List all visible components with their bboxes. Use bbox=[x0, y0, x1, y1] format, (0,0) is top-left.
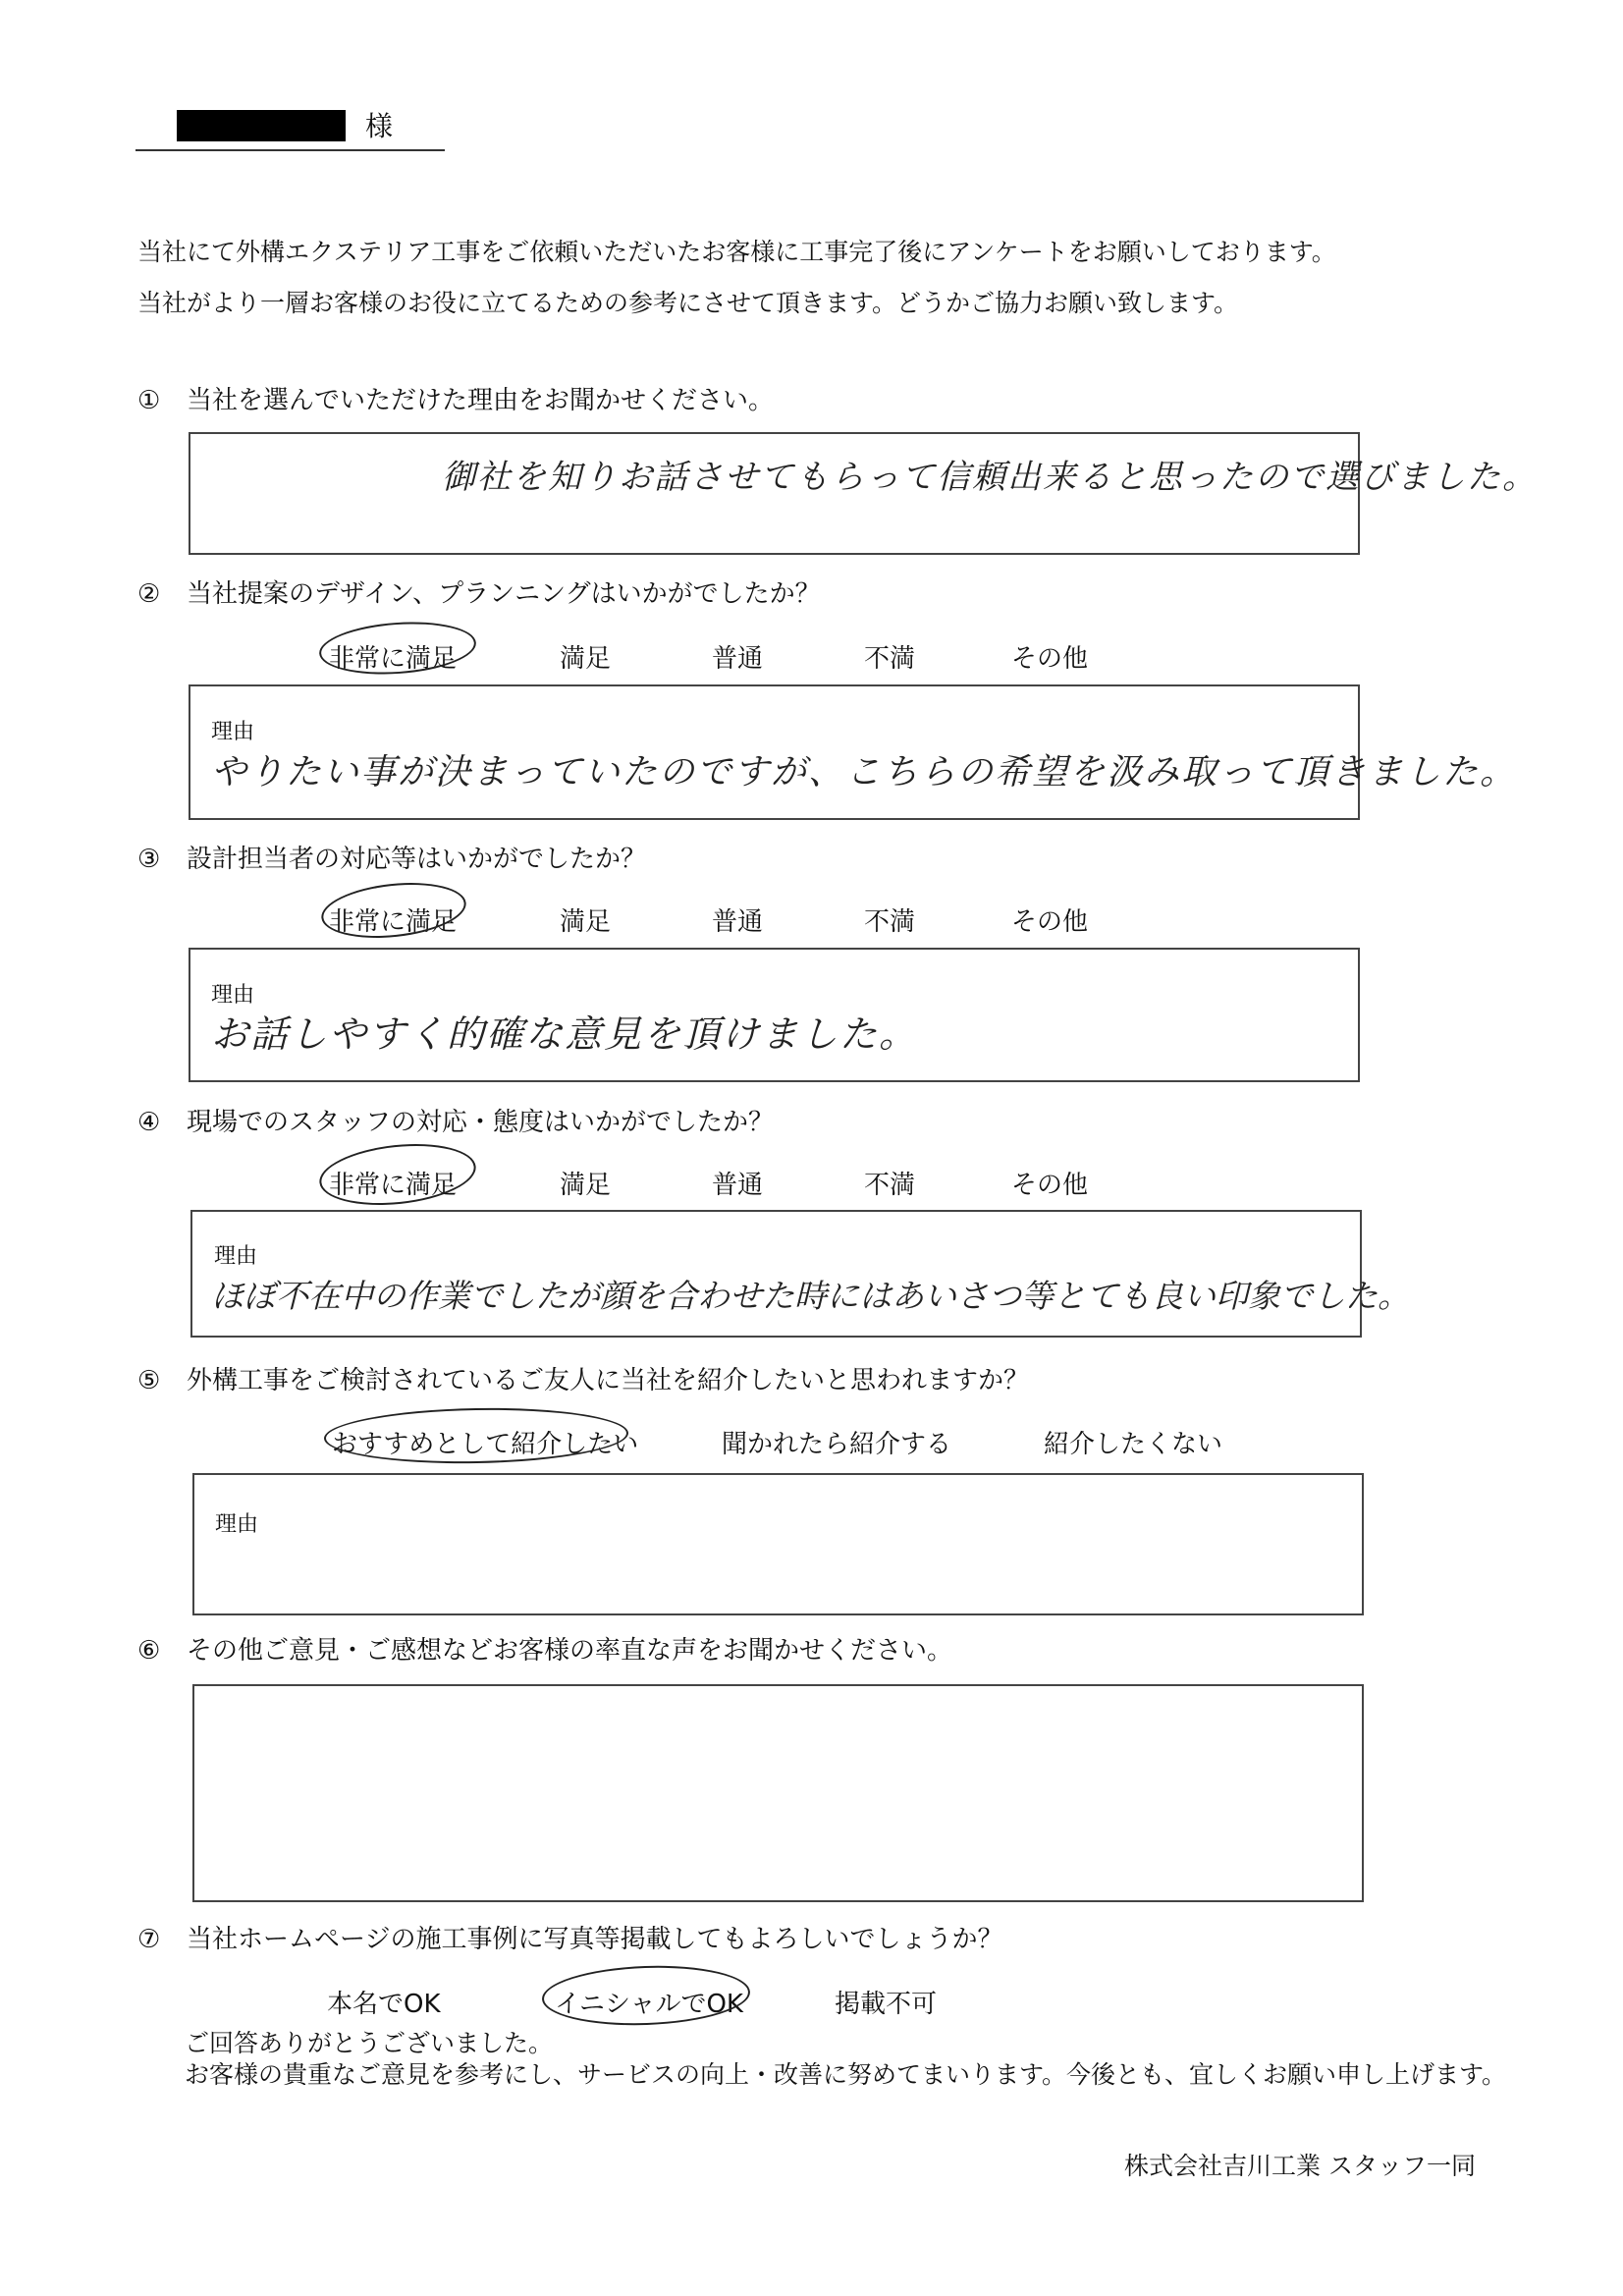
q1-question: 当社を選んでいただけた理由をお聞かせください。 bbox=[187, 386, 775, 415]
q6-comment-box[interactable] bbox=[192, 1684, 1364, 1902]
q4-reason-label: 理由 bbox=[214, 1244, 258, 1269]
q7-option-not-allowed[interactable]: 掲載不可 bbox=[835, 1990, 938, 2019]
q6-question: その他ご意見・ご感想などお客様の率直な声をお聞かせください。 bbox=[187, 1636, 953, 1666]
q2-option-other[interactable]: その他 bbox=[1011, 644, 1089, 674]
q7-number: ⑦ bbox=[137, 1925, 161, 1954]
signature: 株式会社吉川工業 スタッフ一同 bbox=[1124, 2152, 1476, 2180]
q4-option-very-satisfied[interactable]: 非常に満足 bbox=[329, 1171, 458, 1200]
q4-option-average[interactable]: 普通 bbox=[712, 1171, 764, 1200]
q3-number: ③ bbox=[137, 845, 161, 874]
q3-option-dissatisfied[interactable]: 不満 bbox=[864, 907, 916, 937]
q5-question: 外構工事をご検討されているご友人に当社を紹介したいと思われますか？ bbox=[187, 1366, 1030, 1395]
q3-question: 設計担当者の対応等はいかがでしたか？ bbox=[187, 845, 647, 874]
q4-number: ④ bbox=[137, 1108, 161, 1137]
q3-option-average[interactable]: 普通 bbox=[712, 907, 764, 937]
q7-option-initials[interactable]: イニシャルでOK bbox=[555, 1990, 743, 2019]
q5-option-if-asked[interactable]: 聞かれたら紹介する bbox=[722, 1430, 952, 1459]
q4-question: 現場でのスタッフの対応・態度はいかがでしたか？ bbox=[187, 1108, 775, 1137]
q2-number: ② bbox=[137, 579, 161, 609]
q3-option-other[interactable]: その他 bbox=[1011, 907, 1089, 937]
q7-question: 当社ホームページの施工事例に写真等掲載してもよろしいでしょうか？ bbox=[187, 1925, 1003, 1954]
q2-option-satisfied[interactable]: 満足 bbox=[560, 644, 612, 674]
q5-reason-box bbox=[192, 1473, 1364, 1615]
q2-reason-label: 理由 bbox=[211, 720, 255, 744]
q1-answer: 御社を知りお話させてもらって信頼出来ると思ったので選びました。 bbox=[442, 458, 1538, 497]
q2-question: 当社提案のデザイン、プランニングはいかがでしたか？ bbox=[187, 579, 821, 609]
q4-option-satisfied[interactable]: 満足 bbox=[560, 1171, 612, 1200]
q2-option-average[interactable]: 普通 bbox=[712, 644, 764, 674]
q3-answer: お話しやすく的確な意見を頂けました。 bbox=[211, 1012, 919, 1056]
q2-answer: やりたい事が決まっていたのですが、こちらの希望を汲み取って頂きました。 bbox=[211, 752, 1518, 793]
q2-option-dissatisfied[interactable]: 不満 bbox=[864, 644, 916, 674]
name-underline bbox=[135, 149, 445, 151]
q5-option-not-recommend[interactable]: 紹介したくない bbox=[1044, 1430, 1223, 1459]
q4-answer: ほぼ不在中の作業でしたが顔を合わせた時にはあいさつ等とても良い印象でした。 bbox=[211, 1277, 1410, 1315]
honorific: 様 bbox=[365, 110, 394, 142]
q3-option-satisfied[interactable]: 満足 bbox=[560, 907, 612, 937]
redacted-name bbox=[177, 110, 346, 141]
q6-number: ⑥ bbox=[137, 1636, 161, 1666]
intro-line-2: 当社がより一層お客様のお役に立てるための参考にさせて頂きます。どうかご協力お願い致します。 bbox=[137, 289, 1239, 317]
q5-reason-label: 理由 bbox=[215, 1512, 259, 1537]
q5-option-recommend[interactable]: おすすめとして紹介したい bbox=[332, 1430, 639, 1459]
q3-reason-label: 理由 bbox=[211, 983, 255, 1008]
q2-option-very-satisfied[interactable]: 非常に満足 bbox=[329, 644, 458, 674]
q1-number: ① bbox=[137, 386, 161, 415]
intro-line-1: 当社にて外構エクステリア工事をご依頼いただいたお客様に工事完了後にアンケートをお願いしております。 bbox=[137, 238, 1336, 266]
q3-option-very-satisfied[interactable]: 非常に満足 bbox=[329, 907, 458, 937]
q5-number: ⑤ bbox=[137, 1366, 161, 1395]
closing-line-2: お客様の貴重なご意見を参考にし、サービスの向上・改善に努めてまいります。今後とも、宜しくお願い申し上げます。 bbox=[185, 2060, 1507, 2089]
q4-option-dissatisfied[interactable]: 不満 bbox=[864, 1171, 916, 1200]
q7-option-real-name[interactable]: 本名でOK bbox=[327, 1990, 441, 2019]
closing-line-1: ご回答ありがとうございました。 bbox=[185, 2029, 554, 2057]
q4-option-other[interactable]: その他 bbox=[1011, 1171, 1089, 1200]
